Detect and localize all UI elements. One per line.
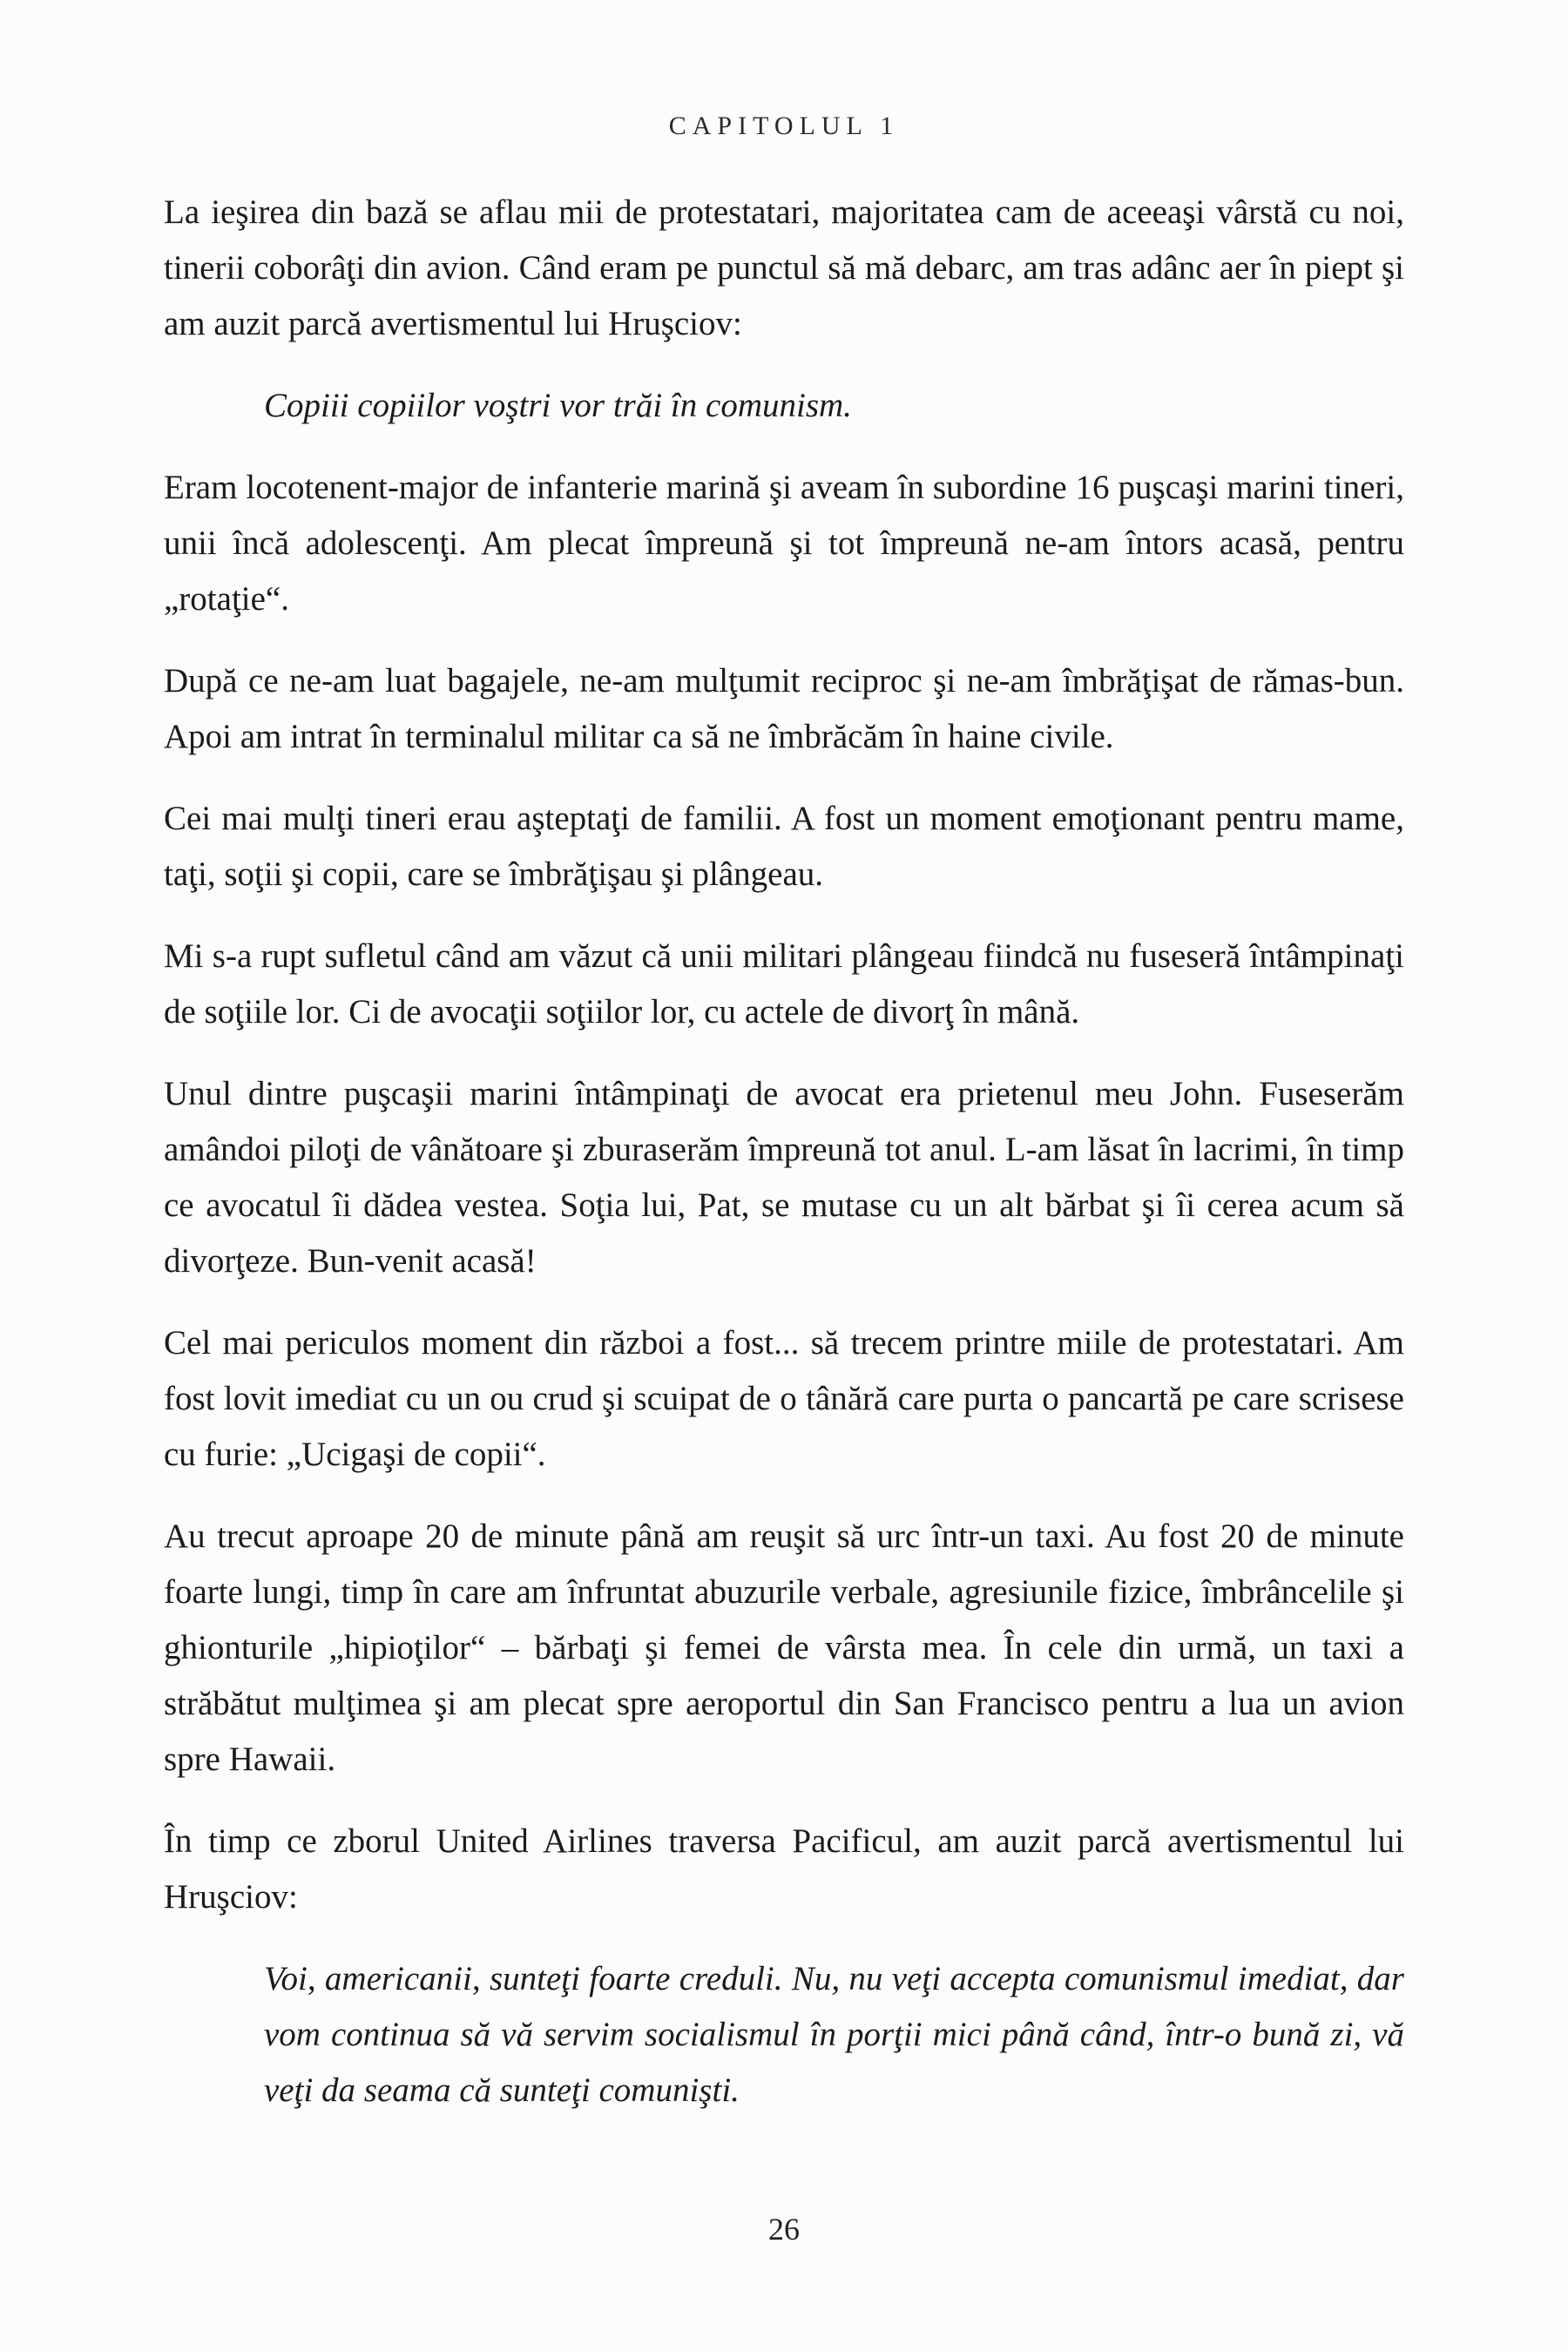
block-quote: Copiii copiilor voştri vor trăi în comunism. [264, 387, 852, 424]
body-paragraph: Eram locotenent-major de infanterie marină şi aveam în subordine 16 puşcaşi marini tineri, unii încă adolescenţi. Am plecat împreună şi tot împreună ne-am întors acasă, pentru „rotaţie“. [164, 469, 1404, 618]
chapter-heading: CAPITOLUL 1 [668, 112, 900, 140]
page-content [164, 185, 1404, 2145]
body-paragraph: Unul dintre puşcaşii marini întâmpinaţi de avocat era prietenul meu John. Fuseserăm amândoi piloţi de vânătoare şi zburaserăm împreună tot anul. L-am lăsat în lacrimi, în timp ce avocatul îi dădea vestea. Soţia lui, Pat, se mutase cu un alt bărbat şi îi cerea acum să divorţeze. Bun-venit acasă! [164, 1075, 1404, 1280]
body-paragraph: Au trecut aproape 20 de minute până am reuşit să urc într-un taxi. Au fost 20 de minute foarte lungi, timp în care am înfruntat abuzurile verbale, agresiunile fizice, îmbrâncelile şi ghionturile „hipioţilor“ – bărbaţi şi femei de vârsta mea. În cele din urmă, un taxi a străbătut mulţimea şi am plecat spre aeroportul din San Francisco pentru a lua un avion spre Hawaii. [164, 1517, 1404, 1778]
body-paragraph: După ce ne-am luat bagajele, ne-am mulţumit reciproc şi ne-am îmbrăţişat de rămas-bun. Apoi am intrat în terminalul militar ca să ne îmbrăcăm în haine civile. [164, 662, 1404, 755]
block-quote: Voi, americanii, sunteţi foarte creduli. Nu, nu veţi accepta comunismul imediat, dar vom continua să vă servim socialismul în porţii mici până când, într-o bună zi, vă veţi da seama că sunteţi comunişti. [264, 1960, 1404, 2109]
body-paragraph: Cei mai mulţi tineri erau aşteptaţi de familii. A fost un moment emoţionant pentru mame, taţi, soţii şi copii, care se îmbrăţişau şi plângeau. [164, 800, 1404, 893]
page-number: 26 [768, 2212, 800, 2247]
body-paragraph: În timp ce zborul United Airlines traversa Pacificul, am auzit parcă avertismentul lui Hruşciov: [164, 1822, 1404, 1916]
body-paragraph: Mi s-a rupt sufletul când am văzut că unii militari plângeau fiindcă nu fuseseră întâmpinaţi de soţiile lor. Ci de avocaţii soţiilor lor, cu actele de divorţ în mână. [164, 937, 1404, 1031]
body-paragraph: Cel mai periculos moment din război a fost... să trecem printre miile de protestatari. Am fost lovit imediat cu un ou crud şi scuipat de o tânără care purta o pancartă pe care scrisese cu furie: „Ucigaşi de copii“. [164, 1324, 1404, 1473]
body-paragraph: La ieşirea din bază se aflau mii de protestatari, majoritatea cam de aceeaşi vârstă cu noi, tinerii coborâţi din avion. Când eram pe punctul să mă debarc, am tras adânc aer în piept şi am auzit parcă avertismentul lui Hruşciov: [164, 193, 1404, 342]
